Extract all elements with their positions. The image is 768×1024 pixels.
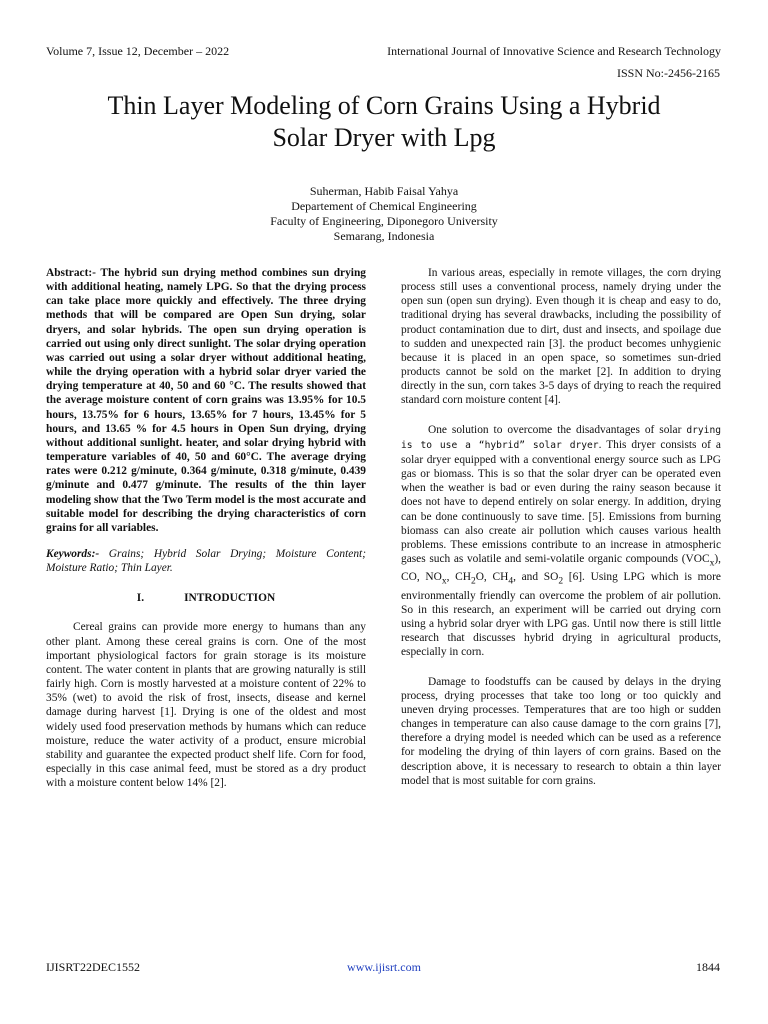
intro-paragraph-2: In various areas, especially in remote villages, the corn drying process still uses a conventional process, namely drying under the open sun (open sun drying). Even though it is cheap and easy to do, traditional drying has several drawbacks, including the possibility of product contamination due to dirt, dust and insects, and spoilage due to sudden and unexpected rain [3]. the product becomes unhygienic because it is placed in an open space, so sometimes sun-dried products cannot be sold on the market [2]. In addition to drying directly in the sun, corn takes 3-5 days of drying to reach the required standard corn moisture content [4]. [401, 267, 721, 407]
left-column [46, 266, 366, 790]
intro-paragraph-1: Cereal grains can provide more energy to humans than any other plant. Among these cereal grains is corn. One of the most important physiological factors for grain storage is its moisture content. The water content in plants that are growing naturally is still fairly high. Corn is mostly harvested at a moisture content of 22% to 35% (wet) to avoid the risk of frost, insects, disease and kernel damage during harvest [1]. Drying is one of the oldest and most widely used food preservation methods by humans which can reduce moisture, reduce the water activity of a product, ensure microbial stability and guarantee the expected product shelf life. Corn for food, especially in this case animal feed, must be stored as a dry product with a moisture content below 14% [2]. [46, 621, 366, 790]
p3-text-a: . This dryer consists of a solar dryer equipped with a conventional energy source such as LPG gas or biomass. This is so that the solar dryer can be operated even when the weather is bad or even during the rainy season because it does not have to depend entirely on solar energy. In addition, drying can be done continuously to save time. [5]. Emissions from burning biomass can also create air pollution which causes various health problems. These emissions contribute to an increase in atmospheric gases such as volatile and semi-volatile organic compounds (VOC [401, 438, 721, 565]
intro-paragraph-4: Damage to foodstuffs can be caused by delays in the drying process, drying processes that take too long or too quickly and uneven drying processes. Temperatures that are too high or sudden changes in temperature can also cause damage to the corn grains [7], therefore a drying model is needed which can be used as a reference for modeling the drying of thin layers of corn grains. Based on the description above, it is necessary to research to obtain a thin layer model that is most suitable for corn grains. [401, 675, 721, 787]
subscript-nox: x [441, 576, 447, 587]
journal-name: International Journal of Innovative Science and Research Technology [387, 44, 721, 58]
subscript-so2: 2 [558, 576, 564, 587]
author-affiliation [0, 184, 768, 244]
keywords-label: Keywords:- [46, 547, 100, 560]
subscript-ch4: 4 [508, 576, 514, 587]
right-column [401, 266, 721, 788]
keywords-text: Grains; Hybrid Solar Drying; Moisture Content; Moisture Ratio; Thin Layer. [46, 547, 366, 575]
subscript-voc: x [709, 558, 715, 569]
title-line-1: Thin Layer Modeling of Corn Grains Using a Hybrid [107, 91, 661, 120]
faculty: Faculty of Engineering, Diponegoro University [270, 214, 498, 228]
p3-text-b: ), CO, NO [401, 552, 721, 584]
section-number: I. [136, 592, 145, 605]
p3-text-e: , and SO [513, 571, 559, 584]
website-link[interactable]: www.ijisrt.com [347, 960, 421, 974]
volume-issue: Volume 7, Issue 12, December – 2022 [46, 44, 230, 58]
keywords [46, 547, 366, 575]
department: Departement of Chemical Engineering [291, 199, 477, 213]
intro-paragraph-3 [401, 423, 721, 660]
p3-start: One solution to overcome the disadvantages of solar [428, 423, 687, 436]
authors: Suherman, Habib Faisal Yahya [309, 184, 459, 198]
subscript-ch2o: 2 [470, 576, 476, 587]
section-heading-introduction [46, 591, 366, 605]
abstract: Abstract:- The hybrid sun drying method combines sun drying with additional heating, namely LPG. So that the drying process can take place more quickly and effectively. The three drying methods that will be compared are Open Sun drying, solar dryers, and solar hybrids. The open sun drying operation is carried out using only direct sunlight. The solar drying operation was carried out using a solar dryer without additional heating, while the drying operation with a hybrid solar dryer varied the drying temperature at 40, 50 and 60 °C. The results showed that the average moisture content of corn grains was 13.95% for 10.5 hours, 13.75% for 6 hours, 13.65% for 7 hours, 13.45% for 5 hours, and 13.65 % for 4.5 hours in Open Sun drying, drying without additional sunlight. heater, and solar drying hybrid with temperature variables of 40, 50 and 60°C. The average drying rates were 0.212 g/minute, 0.364 g/minute, 0.318 g/minute, 0.439 g/minute and 0.477 g/minute. The results of the thin layer modeling show that the Two Term model is the most accurate and suitable model for describing the drying characteristics of corn grains for all variables. [46, 267, 366, 534]
section-title: INTRODUCTION [184, 592, 276, 605]
city: Semarang, Indonesia [333, 229, 435, 243]
paper-title [40, 90, 728, 154]
p3-text-f: [6]. Using LPG which is more environmentally friendly can overcome the problem of air pollution. So in this research, an experiment will be carried out drying corn using a hybrid solar dryer with LPG gas. Until now there is still little research that discusses hybrid drying in agricultural products, especially in corn. [401, 571, 721, 659]
p3-mono-fragment: drying is to use a “hybrid” solar dryer [401, 424, 721, 451]
title-line-2: Solar Dryer with Lpg [272, 123, 496, 152]
p3-text-d: O, CH [475, 571, 509, 584]
paper-code: IJISRT22DEC1552 [46, 960, 140, 974]
page-number: 1844 [696, 960, 720, 974]
p3-text-c: , CH [446, 571, 471, 584]
issn-number: ISSN No:-2456-2165 [616, 66, 720, 80]
